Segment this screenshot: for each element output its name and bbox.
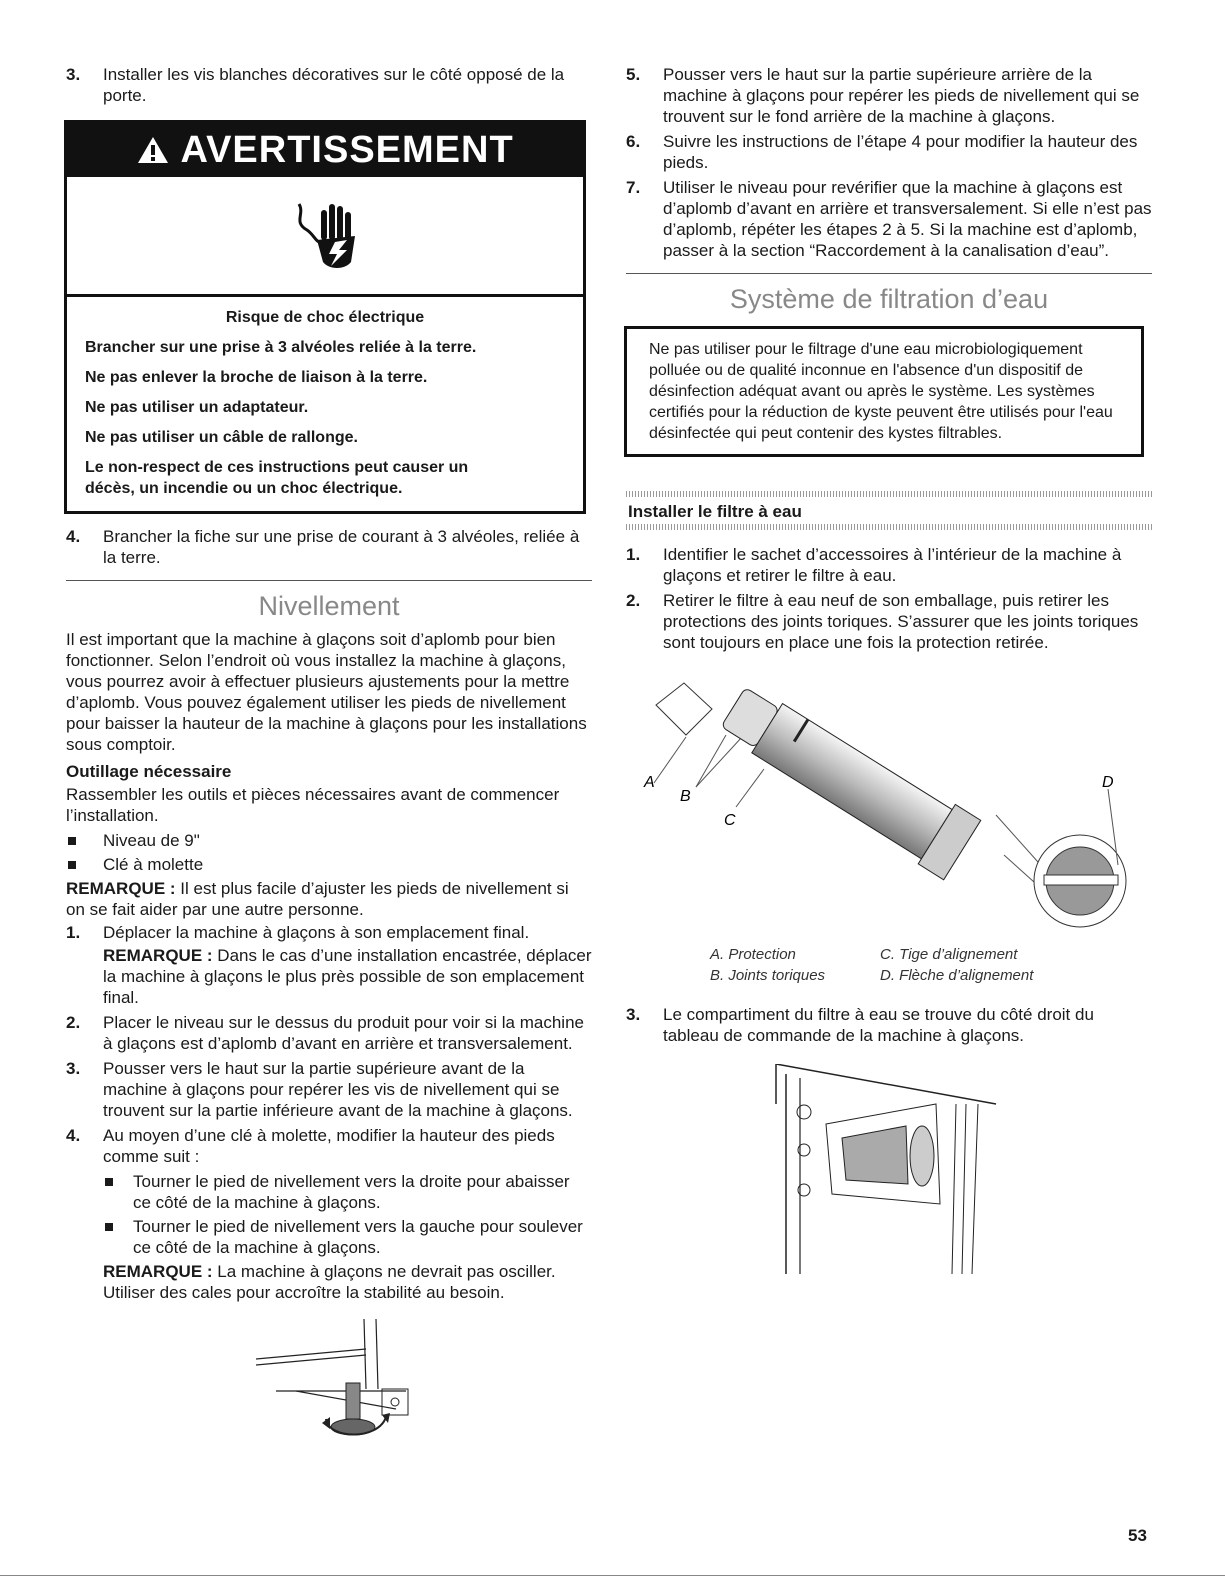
remarque-text: Il est plus facile d’ajuster les pieds de nivellement si on se fait aider par une autre personne.	[66, 879, 569, 919]
step-note	[103, 1261, 592, 1303]
level-step-1	[66, 922, 592, 1008]
section-title-filtration: Système de filtration d’eau	[729, 284, 1049, 314]
label-d: D	[1102, 774, 1114, 791]
warning-risk: Risque de choc électrique	[225, 309, 425, 326]
tool-item: Niveau de 9"	[66, 830, 592, 851]
filter-step-2	[626, 590, 1152, 653]
warning-triangle-icon	[136, 129, 180, 171]
section-divider	[66, 580, 592, 581]
figure-caption	[710, 944, 1152, 986]
remarque-text: La machine à glaçons ne devrait pas osciller. Utiliser des cales pour accroître la stabilité au besoin.	[103, 1262, 556, 1302]
step-number: 1.	[626, 545, 641, 564]
step-number: 1.	[66, 923, 81, 942]
tools-heading: Outillage nécessaire	[66, 762, 232, 781]
step-number: 2.	[66, 1013, 81, 1032]
warning-line: Ne pas utiliser un adaptateur.	[85, 399, 309, 416]
step-text: Le compartiment du filtre à eau se trouve du côté droit du tableau de commande de la machine à glaçons.	[663, 1005, 1094, 1045]
step-text: Identifier le sachet d’accessoires à l’intérieur de la machine à glaçons et retirer le filtre à eau.	[663, 545, 1122, 585]
install-filter-heading: Installer le filtre à eau	[628, 502, 802, 521]
step-text: Au moyen d’une clé à molette, modifier la hauteur des pieds comme suit :	[103, 1126, 555, 1166]
remarque-text: Dans le cas d’une installation encastrée, déplacer la machine à glaçons le plus près possible de son emplacement final.	[103, 946, 592, 1007]
step-text: Pousser vers le haut sur la partie supérieure arrière de la machine à glaçons pour repérer les pieds de nivellement qui se trouvent sur le fond arrière de la machine à glaçons.	[663, 65, 1140, 126]
subheading-rule-bottom	[626, 524, 1152, 530]
step-number: 7.	[626, 178, 641, 197]
warning-line: Brancher sur une prise à 3 alvéoles reliée à la terre.	[85, 339, 477, 356]
remarque-label: REMARQUE :	[66, 879, 176, 898]
warning-box	[64, 120, 586, 514]
step-number: 2.	[626, 591, 641, 610]
step-text: Pousser vers le haut sur la partie supérieure avant de la machine à glaçons pour repérer les vis de nivellement qui se trouvent sur la partie inférieure avant de la machine à glaçons.	[103, 1059, 573, 1120]
tools-intro: Rassembler les outils et pièces nécessaires avant de commencer l’installation.	[66, 785, 560, 825]
label-c: C	[724, 812, 736, 829]
step-text: Placer le niveau sur le dessus du produit pour voir si la machine à glaçons est d’aplomb d’avant en arrière et transversalement.	[103, 1013, 584, 1053]
warning-header	[67, 123, 583, 177]
nivellement-intro: Il est important que la machine à glaçons soit d’aplomb pour bien fonctionner. Selon l’endroit où vous installez la machine à glaçons, vous pourrez avoir à effectuer plusieurs ajustements pour la mettre d’aplomb. Vous pouvez également utiliser les pieds de nivellement pour baisser la hauteur de la machine à glaçons pour les installations sous comptoir.	[66, 630, 587, 754]
page-number: 53	[1128, 1526, 1147, 1545]
section-title-nivellement: Nivellement	[258, 591, 400, 621]
step-note	[103, 945, 592, 1008]
warning-icon-area	[67, 177, 583, 297]
section-divider	[626, 273, 1152, 274]
step-text: Installer les vis blanches décoratives sur le côté opposé de la porte.	[103, 65, 565, 105]
page-bottom-rule	[0, 1575, 1225, 1576]
step-bullet: Tourner le pied de nivellement vers la droite pour abaisser ce côté de la machine à glaçons.	[103, 1171, 592, 1213]
step-text: Déplacer la machine à glaçons à son emplacement final.	[103, 923, 530, 942]
step-text: Utiliser le niveau pour revérifier que la machine à glaçons est d’aplomb d’avant en arrière et transversalement. Si elle n’est pas d’aplomb, répéter les étapes 2 à 5. Si la machine est d’aplomb, passer à la section “Raccordement à la canalisation d’eau”.	[663, 178, 1152, 260]
filtration-notice-box: Ne pas utiliser pour le filtrage d'une eau microbiologiquement polluée ou de qualité inconnue en l'absence d'un dispositif de désinfection adéquat avant ou après le système. Les systèmes certifiés pour la réduction de kyste peuvent être utilisés pour l'eau désinfectée qui peut contenir des kystes filtrables.	[624, 326, 1144, 457]
level-step-3	[66, 1058, 592, 1121]
step-number: 3.	[626, 1005, 641, 1024]
step-text: Brancher la fiche sur une prise de courant à 3 alvéoles, reliée à la terre.	[103, 527, 580, 567]
level-step-5	[626, 64, 1152, 127]
step-number: 5.	[626, 65, 641, 84]
label-a: A	[644, 774, 655, 791]
caption-item: D. Flèche d’alignement	[880, 967, 1034, 984]
step-number: 6.	[626, 132, 641, 151]
level-step-7	[626, 177, 1152, 261]
step-number: 4.	[66, 1126, 81, 1145]
caption-item: B. Joints toriques	[710, 967, 826, 984]
electric-shock-hazard-icon	[285, 196, 365, 276]
level-step-4	[66, 1125, 592, 1303]
filter-compartment-illustration	[756, 1064, 1152, 1279]
warning-title: AVERTISSEMENT	[180, 129, 514, 171]
step-number: 3.	[66, 65, 81, 84]
warning-line: Ne pas enlever la broche de liaison à la terre.	[85, 369, 428, 386]
warning-line: Ne pas utiliser un câble de rallonge.	[85, 429, 358, 446]
water-filter-illustration	[626, 665, 1152, 940]
step-text: Retirer le filtre à eau neuf de son emballage, puis retirer les protections des joints toriques. S’assurer que les joints toriques sont toujours en place une fois la protection retirée.	[663, 591, 1139, 652]
remarque-label: REMARQUE :	[103, 1262, 213, 1281]
step-text: Suivre les instructions de l’étape 4 pour modifier la hauteur des pieds.	[663, 132, 1138, 172]
step-3-install-screws	[66, 64, 592, 106]
filter-step-1	[626, 544, 1152, 586]
remarque-label: REMARQUE :	[103, 946, 213, 965]
step-number: 3.	[66, 1059, 81, 1078]
level-step-6	[626, 131, 1152, 173]
tool-item: Clé à molette	[66, 854, 592, 875]
filter-step-3	[626, 1004, 1152, 1046]
subheading-rule-top	[626, 491, 1152, 497]
caption-item: A. Protection	[710, 946, 796, 963]
step-4-plug	[66, 526, 592, 568]
remarque-note	[66, 878, 592, 920]
right-column	[626, 64, 1152, 1279]
level-step-2	[66, 1012, 592, 1054]
step-number: 4.	[66, 527, 81, 546]
left-column	[66, 64, 592, 1454]
warning-line: Le non-respect de ces instructions peut causer un décès, un incendie ou un choc électrique.	[85, 459, 469, 497]
caption-item: C. Tige d’alignement	[880, 946, 1018, 963]
step-bullet: Tourner le pied de nivellement vers la gauche pour soulever ce côté de la machine à glaçons.	[103, 1216, 592, 1258]
label-b: B	[680, 788, 691, 805]
leveling-foot-illustration	[256, 1319, 592, 1454]
warning-body	[67, 297, 583, 511]
